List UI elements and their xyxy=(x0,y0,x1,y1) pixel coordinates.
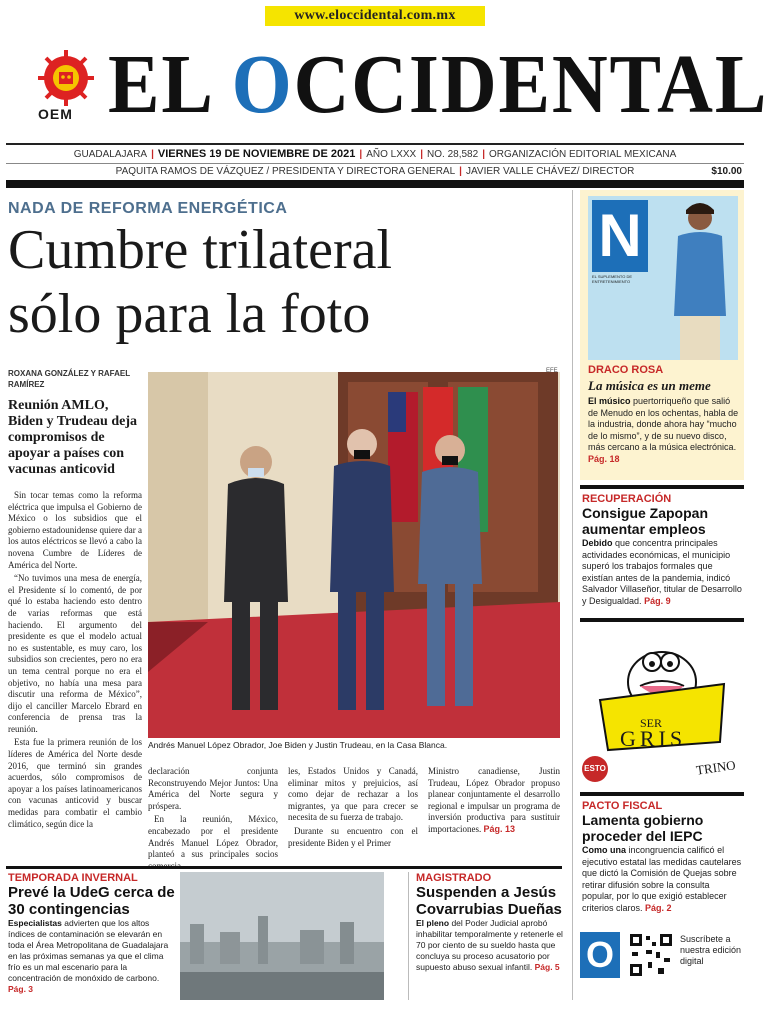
header-bar xyxy=(6,180,744,188)
o-logo-icon: O xyxy=(580,932,620,978)
divider xyxy=(580,792,744,796)
smog-photo[interactable] xyxy=(180,872,384,1000)
main-headline[interactable]: Cumbre trilateral sólo para la foto xyxy=(8,219,393,345)
byline: ROXANA GONZÁLEZ Y RAFAEL RAMÍREZ xyxy=(8,369,130,389)
summit-photo[interactable] xyxy=(148,372,560,738)
magazine-letter: N xyxy=(592,200,648,272)
main-column-1: Sin tocar temas como la reforma eléctrica que impulsa el Gobierno de México o los subsidios que el gobierno estadounidense quiere dar a los autos eléctricos se llevó a cabo la novena Cumbre de Líderes de América del Norte. “No tuvimos una mesa de energía, el Presidente sí lo comentó, de por qué lo estaba haciendo esto dentro de varias reformas que está haciendo. El argumento del presidente es que el modelo actual no es sustentable, es muy caro, los subsidios son crecientes, pero no era un tema central porque no era el objetivo, no había una mesa para discutir una reforma de México”, dijo el canciller Marcelo Ebrard en conferencia de prensa tras la reunión. Esta fue la primera reunión de los líderes de América del Norte desde 2016, que terminó sin grandes acuerdos, sólo compromisos de apoyar a los países latinoamericanos con vacunas anticovid y buscar medidas para combatir el cambio climático, según dice la xyxy=(8,490,142,829)
cartoon-banner-top: SER xyxy=(640,716,663,730)
website-url[interactable]: www.eloccidental.com.mx xyxy=(265,6,485,26)
draco-kicker: DRACO ROSA xyxy=(588,364,664,376)
main-column-2: declaración conjunta Reconstruyendo Mejor Juntos: Una América del Norte segura y próspera. En la reunión, México, encabezado por el presidente Andrés Manuel López Obrador, planteó a sus principales socios xyxy=(148,766,278,860)
recuperacion-story[interactable]: RECUPERACIÓN Consigue Zapopan aumentar empleos Debido que concentra principales actividades económicas, el municipio superó los trabajos formales que existían antes de la pandemia, indicó Salvador Villaseñor, titular de Desarrollo y Desigualdad. Pág. 9 xyxy=(582,493,742,606)
masthead-title[interactable]: EL OCCIDENTAL xyxy=(108,38,768,131)
divider xyxy=(6,866,562,869)
page-ref[interactable]: Pág. 5 xyxy=(534,962,560,972)
musician-portrait xyxy=(656,196,738,360)
column-divider xyxy=(408,872,409,1000)
oem-logo xyxy=(34,50,98,122)
city-smog-illustration xyxy=(180,872,384,1000)
page-ref[interactable]: Pág. 3 xyxy=(8,984,34,994)
cartoon-banner-main: GRIS xyxy=(620,726,687,751)
page-ref[interactable]: Pág. 18 xyxy=(588,453,620,464)
staff-info: PAQUITA RAMOS DE VÁZQUEZ / PRESIDENTA Y DIRECTORA GENERAL | JAVIER VALLE CHÁVEZ/ DIRECTOR xyxy=(115,166,635,177)
magazine-subtitle: EL SUPLEMENTO DE ENTRETENIMIENTO xyxy=(592,274,633,284)
divider xyxy=(580,485,744,489)
esto-badge[interactable]: ESTO xyxy=(582,756,608,782)
logo-label: OEM xyxy=(38,106,73,122)
page-ref[interactable]: Pág. 2 xyxy=(645,902,672,913)
photo-caption: Andrés Manuel López Obrador, Joe Biden y Justin Trudeau, en la Casa Blanca. xyxy=(148,740,448,750)
draco-title: La música es un meme xyxy=(588,378,711,393)
draco-text: El músico puertorriqueño que salió de Menudo en los ochentas, habla de la industria, donde ahora hay “mucho de lo mismo”, y de su nuevo disco, más cercano a la música electrónica. Pág. 18 xyxy=(588,396,739,464)
draco-rosa-box[interactable] xyxy=(580,190,744,480)
divider xyxy=(580,618,744,622)
main-kicker: NADA DE REFORMA ENERGÉTICA xyxy=(8,200,288,217)
magistrado-story[interactable]: MAGISTRADO Suspenden a Jesús Covarrubias Dueñas El pleno del Poder Judicial aprobó inhabilitar temporalmente y retenerle el 70 por ciento de su sueldo hasta que concluya su proceso acusatorio por supuesto abuso sexual infantil. Pág. 5 xyxy=(416,872,563,972)
edition-info: GUADALAJARA | VIERNES 19 DE NOVIEMBRE DE 2021 | AÑO LXXX | NO. 28,582 | ORGANIZACIÓN EDITORIAL MEXICANA xyxy=(73,148,677,160)
subscribe-block[interactable] xyxy=(580,932,744,982)
cartoonist-signature: TRINO xyxy=(695,757,737,778)
page-ref[interactable]: Pág. 9 xyxy=(644,595,671,606)
leaders-photo-illustration xyxy=(148,372,560,738)
temporada-invernal-story[interactable]: TEMPORADA INVERNAL Prevé la UdeG cerca de 30 contingencias Especialistas advierten que los altos índices de contaminación se elevarán en toda el Área Metropolitana de Guadalajara en las próximas semanas ya que el clima frío es un mal escenario para la concentración de monóxido de carbono. Pág. 3 xyxy=(8,872,175,994)
subscribe-text: Suscríbete a nuestra edición digital xyxy=(680,934,742,966)
pacto-fiscal-story[interactable]: PACTO FISCAL Lamenta gobierno proceder del IEPC Como una incongruencia calificó el ejecutivo estatal las medidas cautelares que dictó la Comisión de Quejas sobre retirar difusión sobre la consulta popular, por lo que exigió establecer criterios claros. Pág. 2 xyxy=(582,800,742,913)
magazine-cover xyxy=(588,196,738,360)
main-subheadline: Reunión AMLO, Biden y Trudeau deja compromisos de apoyar a países con vacunas anticovid xyxy=(8,398,138,477)
divider xyxy=(6,143,744,145)
price: $10.00 xyxy=(711,166,742,177)
photo-credit: EFE xyxy=(546,368,558,374)
page-ref[interactable]: Pág. 13 xyxy=(483,823,516,834)
main-column-4: Ministro canadiense, Justin Trudeau, López Obrador propuso planear conjuntamente el desarrollo regional e impulsar un programa de inversión productiva para sustituir importaciones. Pág. 13 xyxy=(428,766,560,834)
trino-cartoon[interactable] xyxy=(580,624,744,790)
column-divider xyxy=(572,190,573,1000)
main-column-3: les, Estados Unidos y Canadá, eliminar mitos y prejuicios, así como dejar de rechazar a los migrantes, ya que para crecer se necesita de su fuerza de trabajo. Durante su encuentro con el presidente Biden y el Primer xyxy=(288,766,418,848)
qr-code-icon[interactable] xyxy=(628,932,674,978)
